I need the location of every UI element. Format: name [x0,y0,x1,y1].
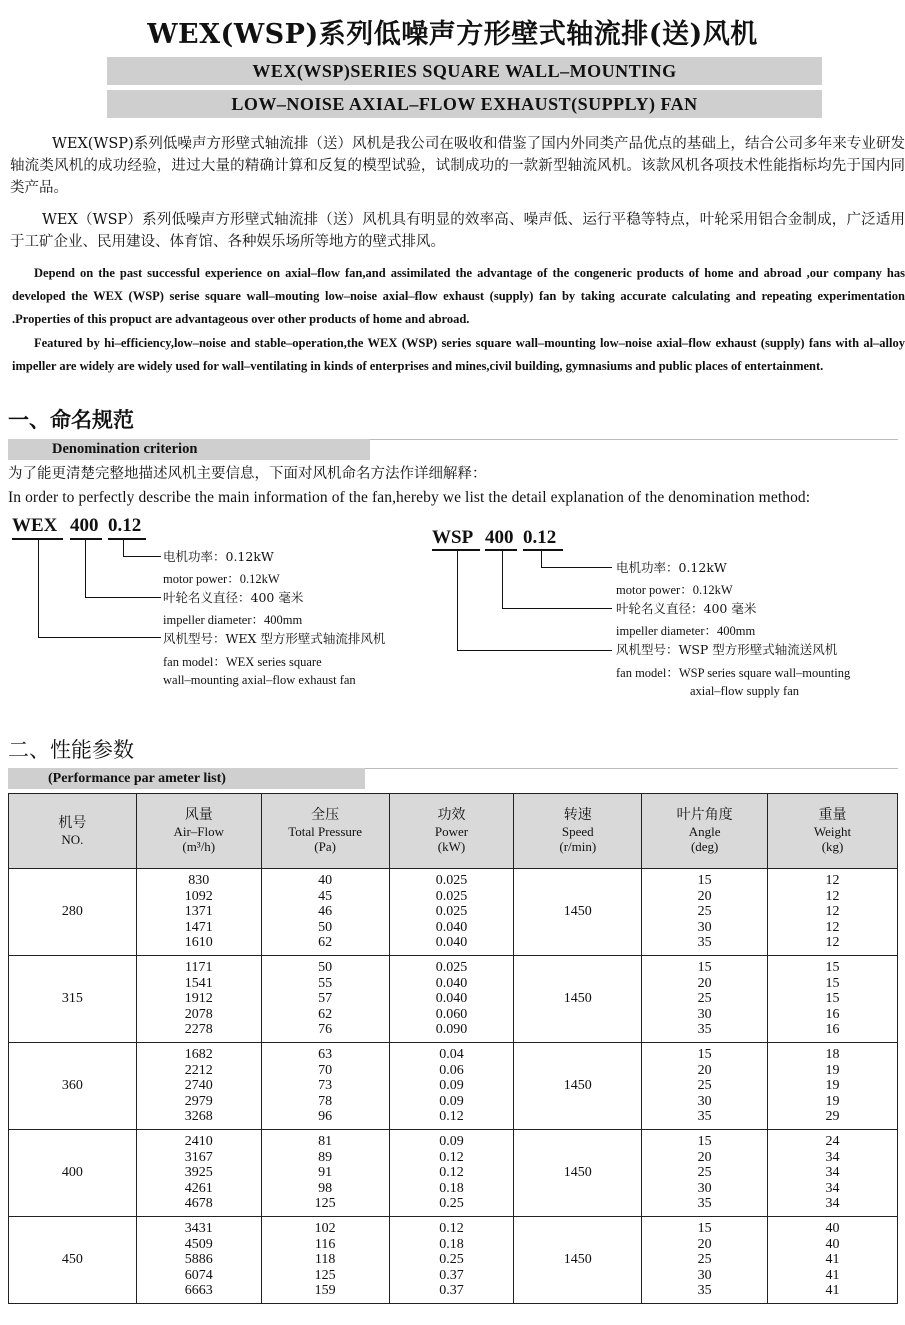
wex-impeller-cn: 叶轮名义直径：400 毫米 [163,590,304,605]
intro-cn-paragraph-1: WEX(WSP)系列低噪声方形壁式轴流排（送）风机是我公司在吸收和借鉴了国内外同类产品优点的基础上，结合公司多年来专业研发轴流类风机的成功经验，进过大量的精确计算和反复的模型试验，试制成功的一款新型轴流风机。该款风机各项技术性能指标均先于国内同类产品。 [10,136,905,196]
header-airflow: 风量 Air–Flow (m³/h) [136,794,261,869]
cell-pressure [261,1043,389,1130]
value-angle: 25 [697,1165,712,1181]
value-angle: 25 [697,1078,712,1094]
wex-code-series: WEX [12,515,58,536]
wsp-impeller-en: impeller diameter：400mm [616,624,756,638]
value-weight: 12 [825,935,840,951]
denomination-desc-en: In order to perfectly describe the main information of the fan,hereby we list the detail explanation of the denomination method: [8,489,811,506]
page-title: WEX(WSP)系列低噪声方形壁式轴流排(送)风机 [147,19,758,50]
value-flow: 3268 [184,1109,213,1125]
value-flow: 2979 [184,1093,213,1109]
value-angle: 35 [697,1196,712,1212]
value-pressure: 57 [318,991,333,1007]
table-header-row [9,794,898,869]
value-angle: 15 [697,1134,712,1150]
value-power: 0.37 [439,1283,464,1299]
wex-code-power: 0.12 [108,515,142,536]
cell-pressure [261,869,389,956]
value-pressure: 125 [314,1267,336,1283]
value-pressure: 63 [318,1047,333,1063]
section-1-heading: 一、命名规范 [8,407,134,432]
value-power: 0.25 [439,1196,464,1212]
cell-flow [136,1043,261,1130]
value-angle: 25 [697,904,712,920]
cell-no: 360 [9,1043,137,1130]
wex-model-en-1: fan model：WEX series square [163,655,322,669]
value-angle: 20 [697,1062,712,1078]
value-weight: 40 [825,1236,840,1252]
cell-weight [768,1043,898,1130]
value-pressure: 76 [318,1022,333,1038]
value-angle: 30 [697,1093,712,1109]
value-flow: 4509 [184,1236,213,1252]
cell-no: 280 [9,869,137,956]
value-power: 0.060 [435,1006,468,1022]
cell-speed: 1450 [514,1130,642,1217]
value-flow: 2410 [184,1134,213,1150]
cell-angle [642,1130,768,1217]
value-power: 0.025 [435,873,468,889]
value-flow: 1092 [184,888,213,904]
denomination-desc-cn: 为了能更清楚完整地描述风机主要信息，下面对风机命名方法作详细解释： [8,466,487,482]
value-angle: 35 [697,1109,712,1125]
wex-impeller-en: impeller diameter：400mm [163,613,303,627]
value-angle: 20 [697,975,712,991]
value-pressure: 50 [318,919,333,935]
value-weight: 34 [825,1165,840,1181]
value-weight: 16 [825,1006,840,1022]
value-pressure: 96 [318,1109,333,1125]
value-pressure: 45 [318,888,333,904]
cell-no: 450 [9,1217,137,1304]
table-row [9,956,898,1043]
table-row [9,1217,898,1304]
performance-table [8,793,898,1304]
cell-speed: 1450 [514,956,642,1043]
cell-angle [642,1217,768,1304]
value-flow: 1682 [184,1047,213,1063]
value-angle: 15 [697,960,712,976]
value-power: 0.025 [435,960,468,976]
value-weight: 40 [825,1221,840,1237]
value-power: 0.12 [439,1149,464,1165]
intro-en-paragraph-1: Depend on the past successful experience on axial–flow fan,and assimilated the advantage of the congeneric products of home and abroad ,our company has developed the WEX (WSP) serise square wall–mouting low–noise axial–flow exhaust (supply) fan by taking accurate calculating and repeating experimentation .Properties of this propuct are advantageous over other products of home and abroad. [12,266,905,326]
value-weight: 15 [825,975,840,991]
value-power: 0.06 [439,1062,464,1078]
value-power: 0.025 [435,888,468,904]
value-flow: 3431 [184,1221,213,1237]
value-angle: 30 [697,919,712,935]
value-angle: 15 [697,1221,712,1237]
value-weight: 19 [825,1078,840,1094]
value-weight: 16 [825,1022,840,1038]
value-pressure: 98 [318,1180,333,1196]
cell-weight [768,956,898,1043]
value-weight: 41 [825,1267,840,1283]
value-angle: 30 [697,1180,712,1196]
value-power: 0.040 [435,975,468,991]
value-flow: 3167 [184,1149,213,1165]
cell-power [389,956,514,1043]
wex-model-cn: 风机型号：WEX 型方形壁式轴流排风机 [163,631,386,646]
value-flow: 1471 [184,919,213,935]
cell-flow [136,956,261,1043]
header-power: 功效 Power (kW) [389,794,514,869]
value-weight: 29 [825,1109,840,1125]
cell-pressure [261,956,389,1043]
wsp-impeller-cn: 叶轮名义直径：400 毫米 [616,601,757,616]
value-weight: 12 [825,919,840,935]
value-power: 0.04 [439,1047,464,1063]
value-angle: 35 [697,935,712,951]
value-power: 0.18 [439,1236,464,1252]
value-weight: 24 [825,1134,840,1150]
value-power: 0.12 [439,1221,464,1237]
value-weight: 12 [825,888,840,904]
value-flow: 5886 [184,1252,213,1268]
value-pressure: 40 [318,873,333,889]
wsp-model-cn: 风机型号：WSP 型方形壁式轴流送风机 [616,642,838,657]
value-pressure: 73 [318,1078,333,1094]
section-1-bar: Denomination criterion [8,439,370,460]
value-flow: 1541 [184,975,213,991]
cell-angle [642,1043,768,1130]
cell-flow [136,1217,261,1304]
table-row [9,869,898,956]
value-flow: 1912 [184,991,213,1007]
section-1-rule [370,439,898,440]
value-power: 0.18 [439,1180,464,1196]
value-pressure: 62 [318,1006,333,1022]
value-weight: 34 [825,1180,840,1196]
subtitle-bar-2: LOW–NOISE AXIAL–FLOW EXHAUST(SUPPLY) FAN [107,90,822,118]
value-flow: 2740 [184,1078,213,1094]
cell-power [389,1043,514,1130]
value-flow: 1610 [184,935,213,951]
value-power: 0.09 [439,1134,464,1150]
cell-no: 400 [9,1130,137,1217]
value-power: 0.25 [439,1252,464,1268]
wex-motor-power-cn: 电机功率：0.12kW [163,549,274,564]
value-power: 0.37 [439,1267,464,1283]
value-weight: 12 [825,904,840,920]
value-power: 0.12 [439,1165,464,1181]
value-pressure: 46 [318,904,333,920]
value-pressure: 102 [314,1221,336,1237]
value-pressure: 70 [318,1062,333,1078]
value-weight: 12 [825,873,840,889]
value-angle: 20 [697,888,712,904]
subtitle-bar-1: WEX(WSP)SERIES SQUARE WALL–MOUNTING [107,57,822,85]
value-angle: 25 [697,1252,712,1268]
value-flow: 2078 [184,1006,213,1022]
cell-speed: 1450 [514,1043,642,1130]
cell-flow [136,1130,261,1217]
value-weight: 19 [825,1062,840,1078]
header-weight: 重量 Weight (kg) [768,794,898,869]
table-row [9,1043,898,1130]
value-flow: 2278 [184,1022,213,1038]
value-flow: 1371 [184,904,213,920]
value-angle: 25 [697,991,712,1007]
value-weight: 41 [825,1252,840,1268]
cell-weight [768,1130,898,1217]
wsp-model-en-1: fan model：WSP series square wall–mounting [616,666,851,680]
cell-pressure [261,1130,389,1217]
value-angle: 35 [697,1283,712,1299]
value-angle: 15 [697,1047,712,1063]
value-pressure: 125 [314,1196,336,1212]
value-pressure: 116 [314,1236,336,1252]
cell-speed: 1450 [514,1217,642,1304]
value-power: 0.09 [439,1093,464,1109]
value-flow: 3925 [184,1165,213,1181]
value-pressure: 159 [314,1283,336,1299]
value-flow: 830 [188,873,210,889]
value-power: 0.090 [435,1022,468,1038]
section-2-bar: (Performance par ameter list) [8,768,365,789]
value-power: 0.025 [435,904,468,920]
value-weight: 34 [825,1196,840,1212]
cell-angle [642,869,768,956]
value-power: 0.09 [439,1078,464,1094]
value-weight: 41 [825,1283,840,1299]
table-row [9,1130,898,1217]
value-angle: 20 [697,1236,712,1252]
wex-model-en-2: wall–mounting axial–flow exhaust fan [163,673,356,687]
section-2-heading: 二、性能参数 [8,738,134,762]
cell-flow [136,869,261,956]
wsp-motor-power-en: motor power：0.12kW [616,583,733,597]
value-angle: 15 [697,873,712,889]
value-flow: 6663 [184,1283,213,1299]
header-angle: 叶片角度 Angle (deg) [642,794,768,869]
value-flow: 1171 [185,960,213,976]
value-pressure: 89 [318,1149,333,1165]
value-flow: 6074 [184,1267,213,1283]
value-flow: 2212 [184,1062,213,1078]
value-pressure: 55 [318,975,333,991]
header-pressure: 全压 Total Pressure (Pa) [261,794,389,869]
value-power: 0.040 [435,935,468,951]
header-no: 机号 NO. [9,794,137,869]
cell-power [389,869,514,956]
wex-code-diameter: 400 [70,515,99,536]
section-2-rule [365,768,898,769]
value-pressure: 62 [318,935,333,951]
cell-speed: 1450 [514,869,642,956]
intro-en-paragraph-2: Featured by hi–efficiency,low–noise and stable–operation,the WEX (WSP) series square wall–mounting low–noise axial–flow exhaust (supply) fans with al–alloy impeller are widely are widely used for wall–ventilating in kinds of enterprises and mines,civil building, gymnasiums and public places of entertainment. [12,336,905,373]
value-angle: 20 [697,1149,712,1165]
value-pressure: 50 [318,960,333,976]
value-pressure: 81 [318,1134,333,1150]
cell-power [389,1217,514,1304]
value-flow: 4261 [184,1180,213,1196]
value-angle: 35 [697,1022,712,1038]
value-angle: 30 [697,1006,712,1022]
wsp-code-diameter: 400 [485,527,514,548]
value-weight: 18 [825,1047,840,1063]
cell-angle [642,956,768,1043]
cell-power [389,1130,514,1217]
wsp-motor-power-cn: 电机功率：0.12kW [616,560,727,575]
cell-no: 315 [9,956,137,1043]
value-power: 0.040 [435,991,468,1007]
value-power: 0.12 [439,1109,464,1125]
value-angle: 30 [697,1267,712,1283]
wex-motor-power-en: motor power：0.12kW [163,572,280,586]
value-flow: 4678 [184,1196,213,1212]
value-weight: 19 [825,1093,840,1109]
cell-weight [768,1217,898,1304]
value-weight: 15 [825,991,840,1007]
wsp-model-en-2: axial–flow supply fan [690,684,800,698]
header-speed: 转速 Speed (r/min) [514,794,642,869]
value-power: 0.040 [435,919,468,935]
intro-cn-paragraph-2: WEX（WSP）系列低噪声方形壁式轴流排（送）风机具有明显的效率高、噪声低、运行平稳等特点，叶轮采用铝合金制成，广泛适用于工矿企业、民用建设、体育馆、各种娱乐场所等地方的壁式排风。 [10,212,905,250]
value-pressure: 78 [318,1093,333,1109]
value-weight: 15 [825,960,840,976]
cell-weight [768,869,898,956]
wsp-code-series: WSP [432,527,474,548]
cell-pressure [261,1217,389,1304]
value-weight: 34 [825,1149,840,1165]
value-pressure: 118 [314,1252,336,1268]
value-pressure: 91 [318,1165,333,1181]
wsp-code-power: 0.12 [523,527,557,548]
